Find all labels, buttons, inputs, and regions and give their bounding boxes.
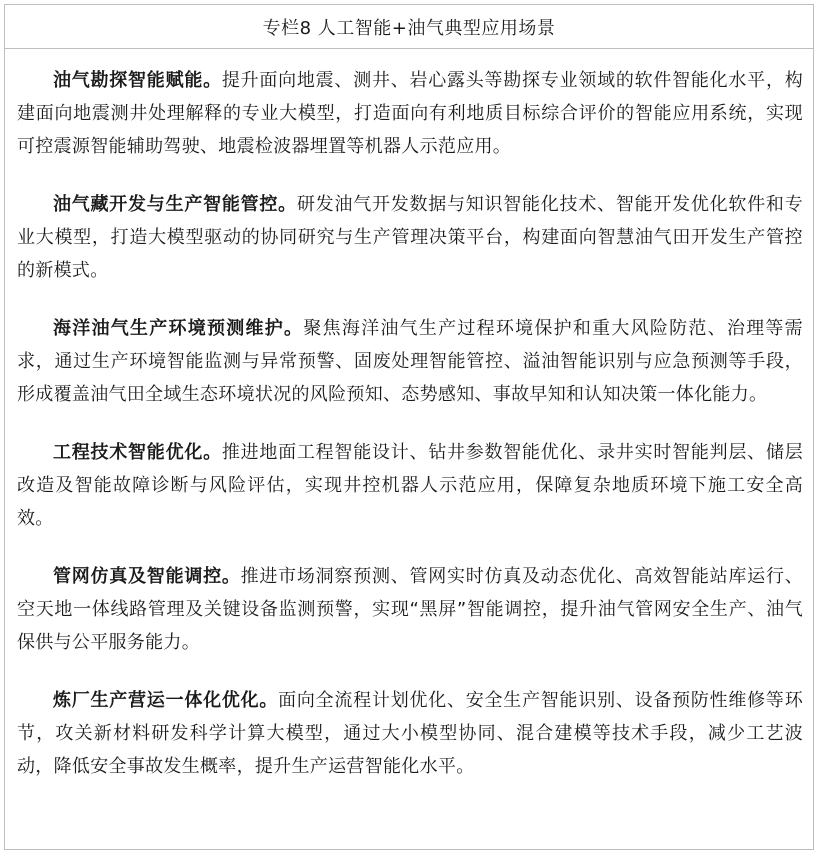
section-development xyxy=(17,188,803,287)
section-lead: 工程技术智能优化。 xyxy=(53,442,222,463)
section-lead: 管网仿真及智能调控。 xyxy=(53,566,241,587)
section-lead: 海洋油气生产环境预测维护。 xyxy=(53,318,304,339)
section-body: 推进市场洞察预测、管网实时仿真及动态优化、高效智能站库运行、空天地一体线路管理及关键设备监测预警，实现“黑屏”智能调控，提升油气管网安全生产、油气保供与公平服务能力。 xyxy=(17,566,804,653)
section-pipeline xyxy=(17,560,803,659)
section-refinery xyxy=(17,684,803,783)
section-engineering xyxy=(17,436,803,535)
section-exploration xyxy=(17,64,803,163)
box-content xyxy=(5,49,813,783)
section-body: 推进地面工程智能设计、钻井参数智能优化、录井实时智能判层、储层改造及智能故障诊断与风险评估，实现井控机器人示范应用，保障复杂地质环境下施工安全高效。 xyxy=(17,442,804,529)
box-title: 专栏8 人工智能+油气典型应用场景 xyxy=(5,5,813,49)
section-lead: 炼厂生产营运一体化优化。 xyxy=(53,690,279,711)
section-offshore xyxy=(17,312,803,411)
section-lead: 油气藏开发与生产智能管控。 xyxy=(53,194,297,215)
feature-box xyxy=(4,4,814,850)
section-body: 面向全流程计划优化、安全生产智能识别、设备预防性维修等环节，攻关新材料研发科学计算大模型，通过大小模型协同、混合建模等技术手段，减少工艺波动，降低安全事故发生概率，提升生产运营智能化水平。 xyxy=(17,690,803,777)
section-body: 提升面向地震、测井、岩心露头等勘探专业领域的软件智能化水平，构建面向地震测井处理解释的专业大模型，打造面向有利地质目标综合评价的智能应用系统，实现可控震源智能辅助驾驶、地震检波器埋置等机器人示范应用。 xyxy=(17,70,804,157)
section-body: 聚焦海洋油气生产过程环境保护和重大风险防范、治理等需求，通过生产环境智能监测与异常预警、固废处理智能管控、溢油智能识别与应急预测等手段，形成覆盖油气田全域生态环境状况的风险预知、态势感知、事故早知和认知决策一体化能力。 xyxy=(17,318,803,405)
section-lead: 油气勘探智能赋能。 xyxy=(53,70,222,91)
section-body: 研发油气开发数据与知识智能化技术、智能开发优化软件和专业大模型，打造大模型驱动的协同研究与生产管理决策平台，构建面向智慧油气田开发生产管控的新模式。 xyxy=(17,194,803,281)
